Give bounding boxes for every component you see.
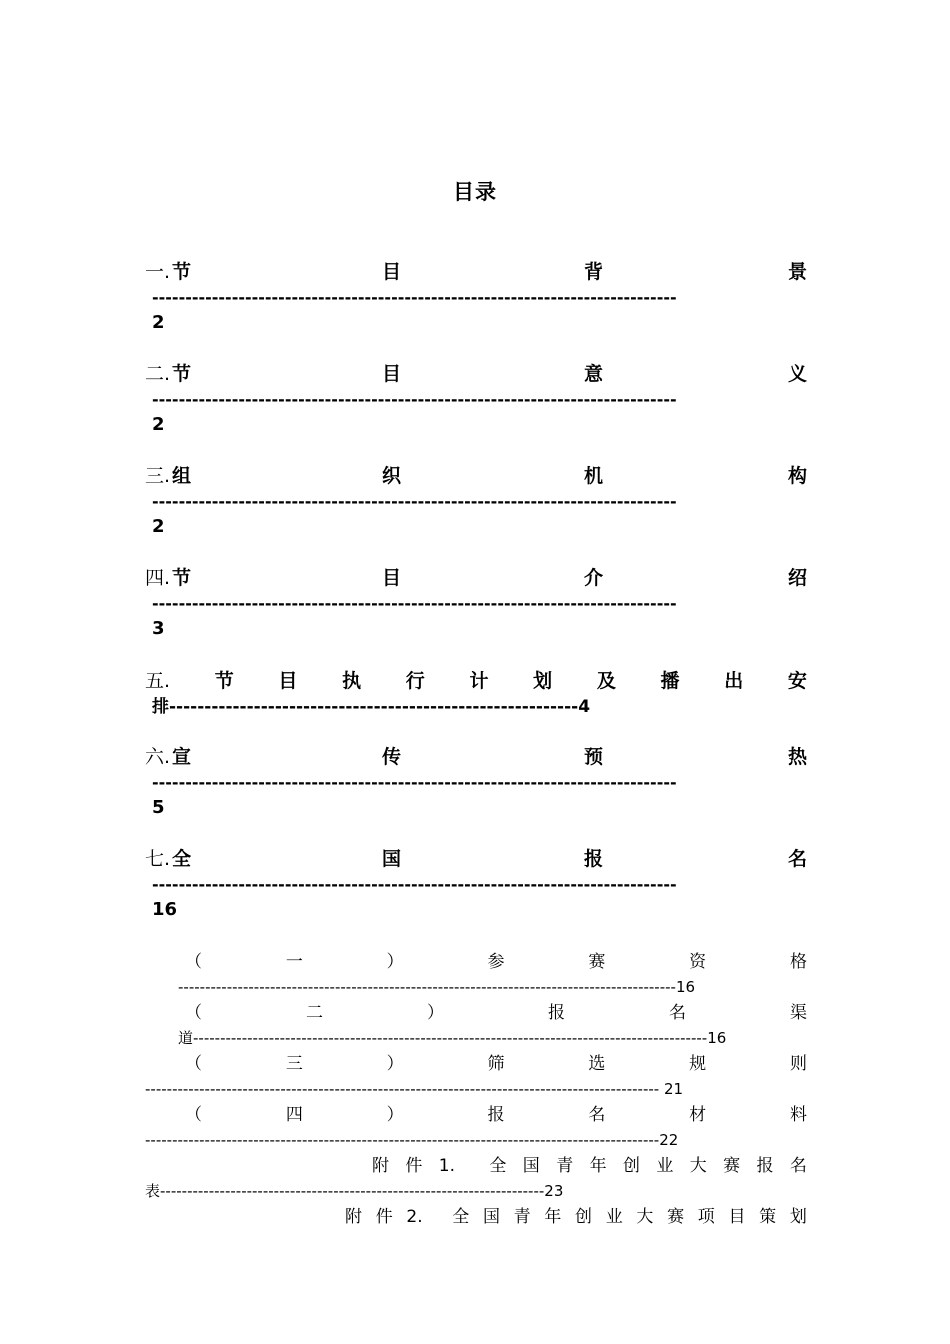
- toc-sub-1[interactable]: [185, 949, 807, 975]
- toc-char: 名: [789, 1156, 807, 1176]
- toc-entry-1[interactable]: [145, 259, 807, 285]
- toc-entry-7[interactable]: [145, 846, 807, 872]
- toc-char: ）: [386, 1054, 404, 1074]
- toc-continuation: 道-----------------------------------------------------------------------------------------------16: [178, 1029, 727, 1047]
- toc-char: 大: [689, 1156, 707, 1176]
- toc-char: 赛: [723, 1156, 741, 1176]
- toc-char: 绍: [787, 567, 807, 589]
- toc-prefix: 三.: [145, 465, 171, 487]
- toc-char: 安: [787, 670, 807, 692]
- toc-leader: -------------------------------------------------------------------------------: [152, 288, 677, 307]
- toc-leader: -------------------------------------------------------------------------------: [152, 875, 677, 894]
- toc-leader: -------------------------------------------------------------------------------: [152, 390, 677, 409]
- toc-prefix: 五.: [145, 670, 171, 692]
- toc-prefix: 六.: [145, 746, 171, 768]
- toc-char: 意: [584, 363, 604, 385]
- toc-char: （: [185, 1105, 202, 1125]
- toc-char: 执: [342, 670, 362, 692]
- toc-char: 全: [452, 1207, 470, 1227]
- toc-char: 节: [172, 261, 192, 283]
- toc-char: 青: [513, 1207, 531, 1227]
- toc-char: 国: [482, 1207, 500, 1227]
- toc-char: 资: [689, 952, 707, 972]
- toc-page-number: 16: [152, 899, 178, 920]
- toc-prefix: 四.: [145, 567, 171, 589]
- toc-char: 目: [382, 261, 402, 283]
- toc-char: 年: [544, 1207, 562, 1227]
- toc-char: 四: [285, 1105, 303, 1125]
- toc-char: 全: [172, 848, 192, 870]
- toc-char: ）: [386, 1105, 404, 1125]
- toc-char: 赛: [588, 952, 606, 972]
- toc-appendix-2[interactable]: [345, 1204, 807, 1230]
- toc-char: 织: [382, 465, 402, 487]
- toc-prefix: 七.: [145, 848, 171, 870]
- toc-char: 参: [487, 952, 505, 972]
- toc-char: 名: [669, 1003, 686, 1023]
- toc-char: 出: [724, 670, 744, 692]
- toc-char: 报: [487, 1105, 505, 1125]
- toc-char: 景: [787, 261, 807, 283]
- toc-entry-4[interactable]: [145, 565, 807, 591]
- toc-char: 料: [789, 1105, 807, 1125]
- toc-char: 筛: [487, 1054, 505, 1074]
- toc-char: 目: [728, 1207, 746, 1227]
- toc-char: 播: [660, 670, 680, 692]
- toc-char: 宣: [172, 746, 192, 768]
- toc-char: 一: [285, 952, 303, 972]
- toc-continuation: 表-----------------------------------------------------------------------23: [145, 1182, 564, 1200]
- toc-char: 构: [787, 465, 807, 487]
- toc-prefix: 一.: [145, 261, 171, 283]
- toc-char: 则: [789, 1054, 807, 1074]
- toc-continuation: -----------------------------------------------------------------------------------------------22: [145, 1131, 679, 1149]
- toc-continuation: 排----------------------------------------------------------4: [152, 697, 591, 717]
- toc-continuation: --------------------------------------------------------------------------------------------16: [178, 978, 696, 996]
- toc-char: 2.: [406, 1207, 423, 1227]
- toc-char: （: [185, 1054, 202, 1074]
- toc-char: （: [185, 1003, 202, 1023]
- toc-sub-4[interactable]: [185, 1102, 807, 1128]
- toc-sub-3[interactable]: [185, 1051, 807, 1077]
- toc-page-number: 2: [152, 516, 165, 537]
- toc-char: 国: [522, 1156, 540, 1176]
- toc-char: 节: [172, 363, 192, 385]
- toc-leader: -------------------------------------------------------------------------------: [152, 773, 677, 792]
- toc-char: 青: [556, 1156, 574, 1176]
- page-title: 目录: [453, 180, 497, 204]
- toc-prefix: 二.: [145, 363, 171, 385]
- toc-char: 创: [622, 1156, 640, 1176]
- toc-page-number: 5: [152, 797, 165, 818]
- toc-char: 全: [489, 1156, 507, 1176]
- toc-leader: -------------------------------------------------------------------------------: [152, 492, 677, 511]
- toc-char: 介: [584, 567, 604, 589]
- toc-char: 划: [533, 670, 553, 692]
- toc-char: 国: [382, 848, 402, 870]
- toc-char: 业: [605, 1207, 623, 1227]
- toc-char: 预: [584, 746, 604, 768]
- toc-char: 报: [584, 848, 604, 870]
- toc-char: 及: [596, 670, 616, 692]
- toc-char: 附: [345, 1207, 362, 1227]
- toc-char: 渠: [790, 1003, 807, 1023]
- toc-entry-3[interactable]: [145, 463, 807, 489]
- toc-continuation: ----------------------------------------------------------------------------------------------- 21: [145, 1080, 684, 1098]
- toc-char: 节: [172, 567, 192, 589]
- toc-char: 业: [656, 1156, 674, 1176]
- toc-char: 机: [584, 465, 604, 487]
- toc-char: 策: [759, 1207, 777, 1227]
- toc-char: 划: [789, 1207, 807, 1227]
- toc-char: 名: [787, 848, 807, 870]
- toc-char: 目: [278, 670, 298, 692]
- toc-char: 义: [787, 363, 807, 385]
- toc-char: 报: [548, 1003, 565, 1023]
- toc-char: 行: [405, 670, 425, 692]
- toc-leader: -------------------------------------------------------------------------------: [152, 594, 677, 613]
- toc-char: 组: [172, 465, 192, 487]
- toc-char: 规: [689, 1054, 707, 1074]
- toc-appendix-1[interactable]: [372, 1153, 807, 1179]
- toc-char: 二: [306, 1003, 323, 1023]
- toc-entry-6[interactable]: [145, 744, 807, 770]
- toc-char: 1.: [438, 1156, 456, 1176]
- toc-char: 附: [372, 1156, 389, 1176]
- toc-char: 计: [469, 670, 489, 692]
- toc-char: 年: [589, 1156, 607, 1176]
- toc-char: 件: [405, 1156, 423, 1176]
- toc-char: 选: [588, 1054, 606, 1074]
- toc-char: 背: [584, 261, 604, 283]
- toc-page-number: 3: [152, 618, 165, 639]
- toc-char: （: [185, 952, 202, 972]
- toc-char: 名: [588, 1105, 606, 1125]
- toc-char: 大: [636, 1207, 654, 1227]
- toc-char: 热: [787, 746, 807, 768]
- toc-char: 项: [697, 1207, 715, 1227]
- toc-entry-5[interactable]: [145, 668, 807, 694]
- toc-char: 格: [789, 952, 807, 972]
- toc-char: 件: [375, 1207, 393, 1227]
- toc-char: 赛: [667, 1207, 685, 1227]
- toc-char: 目: [382, 567, 402, 589]
- toc-char: 三: [285, 1054, 303, 1074]
- toc-page-number: 2: [152, 312, 165, 333]
- toc-char: 传: [382, 746, 402, 768]
- toc-char: 节: [214, 670, 234, 692]
- toc-char: 目: [382, 363, 402, 385]
- toc-char: 报: [756, 1156, 774, 1176]
- toc-page-number: 2: [152, 414, 165, 435]
- toc-char: 材: [689, 1105, 707, 1125]
- toc-char: 创: [575, 1207, 593, 1227]
- toc-char: ）: [386, 952, 404, 972]
- toc-entry-2[interactable]: [145, 361, 807, 387]
- toc-char: ）: [427, 1003, 444, 1023]
- toc-sub-2[interactable]: [185, 1000, 807, 1026]
